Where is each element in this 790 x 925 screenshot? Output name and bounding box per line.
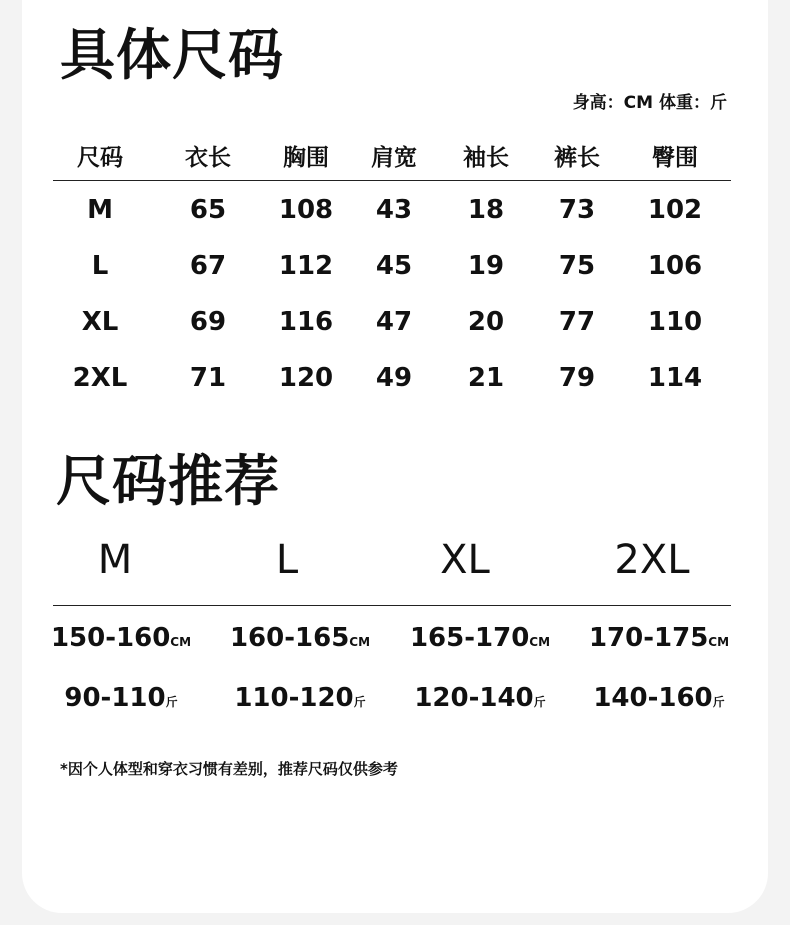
recommend-weight-value: 90-110 [64, 683, 166, 713]
table-cell-length: 67 [189, 251, 227, 281]
recommend-size-label: 2XL [614, 537, 690, 583]
table-cell-hip: 110 [647, 307, 703, 337]
recommend-height-value: 170-175 [588, 623, 709, 653]
recommend-height-unit: CM [349, 635, 371, 649]
table-cell-sleeve: 20 [467, 307, 505, 337]
recommend-weight-value: 110-120 [234, 683, 354, 713]
table-cell-length: 65 [189, 195, 227, 225]
recommend-weight-unit: 斤 [533, 695, 546, 709]
column-header-chest: 胸围 [283, 145, 329, 171]
table-cell-hip: 106 [647, 251, 703, 281]
recommend-height-unit: CM [170, 635, 192, 649]
table-cell-chest: 108 [278, 195, 334, 225]
recommend-height [564, 623, 754, 653]
table-cell-sleeve: 21 [467, 363, 505, 393]
recommend-height-unit: CM [708, 635, 730, 649]
recommend-size-label: XL [440, 537, 490, 583]
recommend-height-value: 160-165 [229, 623, 350, 653]
recommend-height [385, 623, 575, 653]
table-cell-size: 2XL [72, 363, 128, 393]
recommend-size-label: L [275, 537, 299, 583]
column-header-sleeve: 袖长 [463, 145, 509, 171]
column-header-shoulder: 肩宽 [371, 145, 417, 171]
recommend-weight-value: 140-160 [593, 683, 713, 713]
table-cell-length: 69 [189, 307, 227, 337]
table-cell-sleeve: 19 [467, 251, 505, 281]
size-recommend-title: 尺码推荐 [56, 449, 281, 513]
table-cell-chest: 112 [278, 251, 334, 281]
table-cell-pants: 77 [558, 307, 596, 337]
footnote: *因个人体型和穿衣习惯有差别，推荐尺码仅供参考 [60, 760, 398, 778]
recommend-weight-unit: 斤 [353, 695, 366, 709]
recommend-height [26, 623, 216, 653]
column-header-hip: 臀围 [652, 145, 698, 171]
recommend-height-value: 150-160 [50, 623, 171, 653]
recommend-height [205, 623, 395, 653]
column-header-length: 衣长 [185, 145, 231, 171]
table-cell-shoulder: 47 [375, 307, 413, 337]
unit-note: 身高：CM 体重：斤 [572, 93, 727, 113]
recommend-weight [385, 683, 575, 713]
recommend-divider [53, 605, 731, 606]
size-detail-title: 具体尺码 [60, 23, 285, 87]
table-cell-pants: 73 [558, 195, 596, 225]
table-cell-shoulder: 45 [375, 251, 413, 281]
table-cell-size: XL [81, 307, 119, 337]
column-header-size: 尺码 [77, 145, 123, 171]
recommend-height-unit: CM [529, 635, 551, 649]
recommend-weight-value: 120-140 [414, 683, 534, 713]
column-header-pants: 裤长 [554, 145, 600, 171]
table-cell-chest: 120 [278, 363, 334, 393]
table-cell-size: L [91, 251, 109, 281]
table-cell-shoulder: 43 [375, 195, 413, 225]
recommend-weight [564, 683, 754, 713]
table-cell-pants: 79 [558, 363, 596, 393]
table-cell-size: M [87, 195, 113, 225]
table-cell-hip: 102 [647, 195, 703, 225]
recommend-weight [26, 683, 216, 713]
table-divider [53, 180, 731, 181]
table-cell-chest: 116 [278, 307, 334, 337]
recommend-weight [205, 683, 395, 713]
table-cell-sleeve: 18 [467, 195, 505, 225]
recommend-height-value: 165-170 [409, 623, 530, 653]
table-cell-shoulder: 49 [375, 363, 413, 393]
table-cell-pants: 75 [558, 251, 596, 281]
table-cell-length: 71 [189, 363, 227, 393]
recommend-weight-unit: 斤 [712, 695, 725, 709]
recommend-size-label: M [97, 537, 133, 583]
table-cell-hip: 114 [647, 363, 703, 393]
recommend-weight-unit: 斤 [165, 695, 178, 709]
